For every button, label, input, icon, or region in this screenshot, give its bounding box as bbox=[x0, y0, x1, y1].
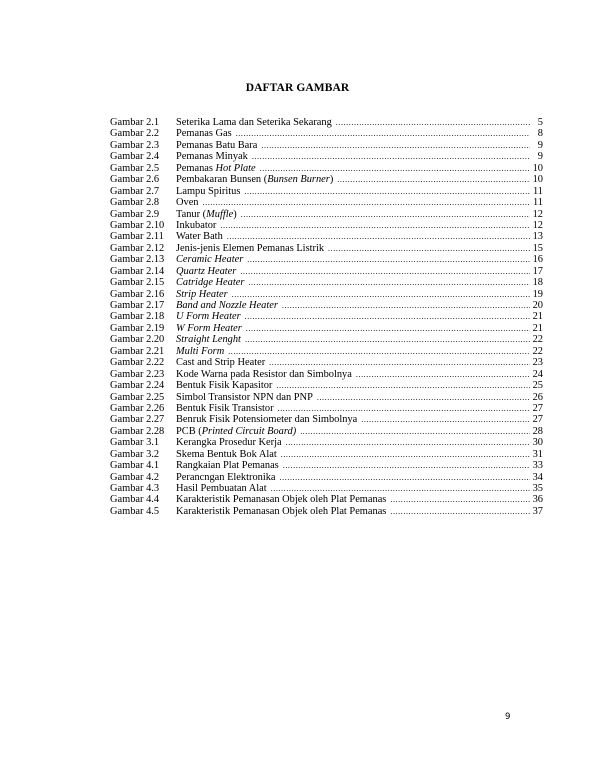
list-item bbox=[110, 151, 543, 162]
list-item bbox=[110, 346, 543, 357]
list-item bbox=[110, 403, 543, 414]
dot-leader bbox=[300, 426, 529, 437]
caption-segment: Rangkaian Plat Pemanas bbox=[176, 460, 279, 472]
figure-number: Gambar 2.3 bbox=[110, 139, 160, 151]
dot-leader bbox=[328, 243, 530, 254]
figure-caption bbox=[176, 266, 236, 277]
figure-page: 16 bbox=[532, 254, 543, 266]
figure-page: 33 bbox=[532, 460, 543, 472]
figure-caption bbox=[176, 392, 313, 403]
figure-caption bbox=[176, 289, 228, 300]
caption-segment: ) bbox=[329, 174, 334, 186]
caption-segment: Cast and Strip Heater bbox=[176, 357, 266, 369]
list-item bbox=[110, 483, 543, 494]
dot-leader bbox=[247, 254, 529, 265]
list-item bbox=[110, 254, 543, 265]
figure-page: 11 bbox=[532, 185, 543, 197]
list-item bbox=[110, 334, 543, 345]
figure-caption bbox=[176, 472, 276, 483]
dot-leader bbox=[203, 197, 530, 208]
dot-leader bbox=[390, 494, 529, 505]
figure-number: Gambar 2.7 bbox=[110, 185, 160, 197]
list-item bbox=[110, 186, 543, 197]
figure-number: Gambar 2.4 bbox=[110, 151, 160, 163]
caption-segment: Oven bbox=[176, 197, 199, 209]
figure-caption bbox=[176, 449, 277, 460]
list-item bbox=[110, 209, 543, 220]
caption-segment: Lampu Spiritus bbox=[176, 185, 241, 197]
dot-leader bbox=[276, 380, 529, 391]
dot-leader bbox=[240, 266, 529, 277]
figure-number: Gambar 2.24 bbox=[110, 380, 165, 392]
figure-number: Gambar 2.26 bbox=[110, 402, 165, 414]
figure-caption bbox=[176, 231, 223, 242]
figure-caption bbox=[176, 186, 240, 197]
figure-number: Gambar 2.2 bbox=[110, 128, 160, 140]
figure-number: Gambar 2.22 bbox=[110, 357, 165, 369]
figure-number: Gambar 2.28 bbox=[110, 425, 165, 437]
list-item bbox=[110, 289, 543, 300]
list-item bbox=[110, 357, 543, 368]
figure-caption bbox=[176, 220, 216, 231]
figure-caption bbox=[176, 460, 279, 471]
dot-leader bbox=[271, 483, 530, 494]
figure-page: 31 bbox=[532, 448, 543, 460]
list-item bbox=[110, 231, 543, 242]
figure-number: Gambar 2.20 bbox=[110, 334, 165, 346]
caption-segment: Karakteristik Pemanasan Objek oleh Plat Pemanas bbox=[176, 505, 387, 517]
figure-number: Gambar 4.1 bbox=[110, 460, 160, 472]
dot-leader bbox=[361, 414, 529, 425]
figure-list bbox=[110, 117, 543, 517]
list-item bbox=[110, 380, 543, 391]
figure-caption bbox=[176, 506, 386, 517]
figure-page: 24 bbox=[532, 368, 543, 380]
figure-page: 8 bbox=[537, 128, 543, 140]
caption-segment: Pemanas Minyak bbox=[176, 151, 248, 163]
caption-segment: Catridge Heater bbox=[176, 277, 245, 289]
list-item bbox=[110, 506, 543, 517]
figure-page: 15 bbox=[532, 242, 543, 254]
figure-number: Gambar 2.27 bbox=[110, 414, 165, 426]
figure-page: 36 bbox=[532, 494, 543, 506]
dot-leader bbox=[245, 311, 530, 322]
figure-page: 13 bbox=[532, 231, 543, 243]
caption-segment: Perancngan Elektronika bbox=[176, 471, 276, 483]
dot-leader bbox=[286, 437, 530, 448]
figure-caption bbox=[176, 311, 241, 322]
figure-caption bbox=[176, 254, 243, 265]
figure-number: Gambar 3.2 bbox=[110, 448, 160, 460]
figure-page: 37 bbox=[532, 505, 543, 517]
dot-leader bbox=[236, 128, 530, 139]
figure-caption bbox=[176, 494, 386, 505]
caption-segment: Bunsen Burner bbox=[267, 174, 330, 186]
figure-page: 34 bbox=[532, 471, 543, 483]
figure-number: Gambar 2.17 bbox=[110, 300, 165, 311]
caption-segment: Quartz Heater bbox=[176, 265, 237, 277]
figure-page: 20 bbox=[532, 300, 543, 311]
figure-page: 21 bbox=[532, 322, 543, 334]
figure-caption bbox=[176, 209, 237, 220]
figure-number: Gambar 2.1 bbox=[110, 117, 160, 128]
caption-segment: PCB ( bbox=[176, 425, 202, 437]
figure-page: 12 bbox=[532, 219, 543, 231]
dot-leader bbox=[246, 323, 530, 334]
figure-page: 5 bbox=[537, 117, 543, 128]
dot-leader bbox=[317, 392, 530, 403]
figure-page: 21 bbox=[532, 311, 543, 323]
figure-number: Gambar 2.13 bbox=[110, 254, 165, 266]
caption-segment: W Form Heater bbox=[176, 322, 242, 334]
dot-leader bbox=[252, 151, 530, 162]
caption-segment: Pembakaran Bunsen ( bbox=[176, 174, 268, 186]
caption-segment: ) bbox=[233, 208, 237, 220]
figure-caption bbox=[176, 323, 242, 334]
list-item bbox=[110, 460, 543, 471]
dot-leader bbox=[269, 357, 529, 368]
figure-caption bbox=[176, 300, 278, 311]
list-item bbox=[110, 197, 543, 208]
caption-segment: Printed Circuit Board) bbox=[201, 425, 297, 437]
dot-leader bbox=[390, 506, 529, 517]
figure-number: Gambar 2.5 bbox=[110, 162, 160, 174]
caption-segment: Water Bath bbox=[176, 231, 223, 243]
figure-number: Gambar 2.19 bbox=[110, 322, 165, 334]
figure-page: 28 bbox=[532, 425, 543, 437]
figure-caption bbox=[176, 369, 352, 380]
figure-number: Gambar 2.11 bbox=[110, 231, 164, 243]
figure-page: 17 bbox=[532, 265, 543, 277]
figure-caption bbox=[176, 128, 232, 139]
caption-segment: Strip Heater bbox=[176, 288, 228, 300]
figure-caption bbox=[176, 197, 199, 208]
figure-number: Gambar 2.21 bbox=[110, 345, 165, 357]
caption-segment: Pemanas Batu Bara bbox=[176, 139, 258, 151]
figure-page: 27 bbox=[532, 402, 543, 414]
figure-number: Gambar 2.14 bbox=[110, 265, 165, 277]
dot-leader bbox=[227, 231, 530, 242]
caption-segment: Jenis-jenis Elemen Pemanas Listrik bbox=[176, 242, 325, 254]
figure-page: 22 bbox=[532, 345, 543, 357]
caption-segment: Kerangka Prosedur Kerja bbox=[176, 437, 282, 449]
caption-segment: Band and Nozzle Heater bbox=[176, 300, 278, 311]
dot-leader bbox=[220, 220, 529, 231]
list-item bbox=[110, 128, 543, 139]
dot-leader bbox=[336, 117, 530, 128]
caption-segment: Skema Bentuk Bok Alat bbox=[176, 448, 277, 460]
figure-number: Gambar 2.9 bbox=[110, 208, 160, 220]
page-title: DAFTAR GAMBAR bbox=[245, 82, 350, 94]
figure-caption bbox=[176, 163, 256, 174]
figure-page: 22 bbox=[532, 334, 543, 346]
figure-caption bbox=[176, 426, 296, 437]
list-item bbox=[110, 117, 543, 128]
caption-segment: Straight Lenght bbox=[176, 334, 241, 346]
caption-segment: Benruk Fisik Potensiometer dan Simbolnya bbox=[176, 414, 358, 426]
caption-segment: Inkubator bbox=[176, 219, 217, 231]
caption-segment: Hasil Pembuatan Alat bbox=[176, 483, 267, 494]
figure-page: 27 bbox=[532, 414, 543, 426]
caption-segment: U Form Heater bbox=[176, 311, 241, 323]
figure-caption bbox=[176, 437, 282, 448]
figure-page: 35 bbox=[532, 483, 543, 494]
dot-leader bbox=[356, 369, 530, 380]
figure-caption bbox=[176, 483, 267, 494]
dot-leader bbox=[248, 277, 529, 288]
list-item bbox=[110, 174, 543, 185]
dot-leader bbox=[282, 300, 530, 311]
figure-caption bbox=[176, 357, 265, 368]
list-item bbox=[110, 369, 543, 380]
figure-page: 30 bbox=[532, 437, 543, 449]
figure-page: 19 bbox=[532, 288, 543, 300]
figure-number: Gambar 2.6 bbox=[110, 174, 160, 186]
list-item bbox=[110, 300, 543, 311]
figure-page: 10 bbox=[532, 162, 543, 174]
list-item bbox=[110, 414, 543, 425]
list-item bbox=[110, 494, 543, 505]
figure-page: 9 bbox=[537, 151, 543, 163]
dot-leader bbox=[241, 209, 530, 220]
dot-leader bbox=[278, 403, 530, 414]
caption-segment: Kode Warna pada Resistor dan Simbolnya bbox=[176, 368, 352, 380]
caption-segment: Tanur ( bbox=[176, 208, 207, 220]
figure-page: 9 bbox=[537, 139, 543, 151]
caption-segment: Multi Form bbox=[176, 345, 225, 357]
figure-caption bbox=[176, 380, 272, 391]
caption-segment: Muffle bbox=[206, 208, 234, 220]
figure-caption bbox=[176, 414, 357, 425]
figure-page: 11 bbox=[532, 197, 543, 209]
dot-leader bbox=[232, 289, 530, 300]
figure-caption bbox=[176, 117, 332, 128]
figure-caption bbox=[176, 277, 244, 288]
page-number: 9 bbox=[505, 712, 511, 722]
list-item bbox=[110, 392, 543, 403]
figure-caption bbox=[176, 346, 224, 357]
figure-page: 25 bbox=[532, 380, 543, 392]
figure-caption bbox=[176, 151, 248, 162]
dot-leader bbox=[281, 449, 530, 460]
list-item bbox=[110, 277, 543, 288]
list-item bbox=[110, 243, 543, 254]
figure-number: Gambar 2.25 bbox=[110, 391, 165, 403]
dot-leader bbox=[244, 186, 530, 197]
figure-page: 10 bbox=[532, 174, 543, 186]
dot-leader bbox=[228, 346, 529, 357]
list-item bbox=[110, 437, 543, 448]
dot-leader bbox=[260, 163, 530, 174]
figure-caption bbox=[176, 243, 324, 254]
caption-segment: Bentuk Fisik Kapasitor bbox=[176, 380, 273, 392]
caption-segment: Pemanas Gas bbox=[176, 128, 232, 140]
figure-number: Gambar 2.23 bbox=[110, 368, 165, 380]
figure-number: Gambar 2.15 bbox=[110, 277, 165, 289]
caption-segment: Ceramic Heater bbox=[176, 254, 244, 266]
list-item bbox=[110, 140, 543, 151]
caption-segment: Hot Plate bbox=[215, 162, 256, 174]
figure-number: Gambar 2.12 bbox=[110, 242, 165, 254]
figure-number: Gambar 2.10 bbox=[110, 219, 165, 231]
list-item bbox=[110, 449, 543, 460]
dot-leader bbox=[337, 174, 529, 185]
figure-number: Gambar 4.5 bbox=[110, 505, 160, 517]
figure-number: Gambar 2.18 bbox=[110, 311, 165, 323]
caption-segment: Pemanas bbox=[176, 162, 216, 174]
list-item bbox=[110, 323, 543, 334]
list-item bbox=[110, 163, 543, 174]
figure-number: Gambar 4.4 bbox=[110, 494, 160, 506]
dot-leader bbox=[245, 334, 530, 345]
figure-number: Gambar 2.8 bbox=[110, 197, 160, 209]
caption-segment: Bentuk Fisik Transistor bbox=[176, 402, 274, 414]
list-item bbox=[110, 426, 543, 437]
list-item bbox=[110, 472, 543, 483]
figure-caption bbox=[176, 174, 333, 185]
figure-caption bbox=[176, 334, 241, 345]
figure-caption bbox=[176, 403, 274, 414]
figure-number: Gambar 2.16 bbox=[110, 288, 165, 300]
caption-segment: Karakteristik Pemanasan Objek oleh Plat Pemanas bbox=[176, 494, 387, 506]
figure-page: 12 bbox=[532, 208, 543, 220]
figure-page: 18 bbox=[532, 277, 543, 289]
caption-segment: Seterika Lama dan Seterika Sekarang bbox=[176, 117, 332, 128]
figure-page: 23 bbox=[532, 357, 543, 369]
list-item bbox=[110, 311, 543, 322]
dot-leader bbox=[261, 140, 530, 151]
dot-leader bbox=[280, 472, 530, 483]
figure-number: Gambar 3.1 bbox=[110, 437, 160, 449]
caption-segment: Simbol Transistor NPN dan PNP bbox=[176, 391, 313, 403]
figure-number: Gambar 4.2 bbox=[110, 471, 160, 483]
figure-number: Gambar 4.3 bbox=[110, 483, 160, 494]
figure-caption bbox=[176, 140, 257, 151]
dot-leader bbox=[283, 460, 530, 471]
list-item bbox=[110, 220, 543, 231]
list-item bbox=[110, 266, 543, 277]
figure-page: 26 bbox=[532, 391, 543, 403]
